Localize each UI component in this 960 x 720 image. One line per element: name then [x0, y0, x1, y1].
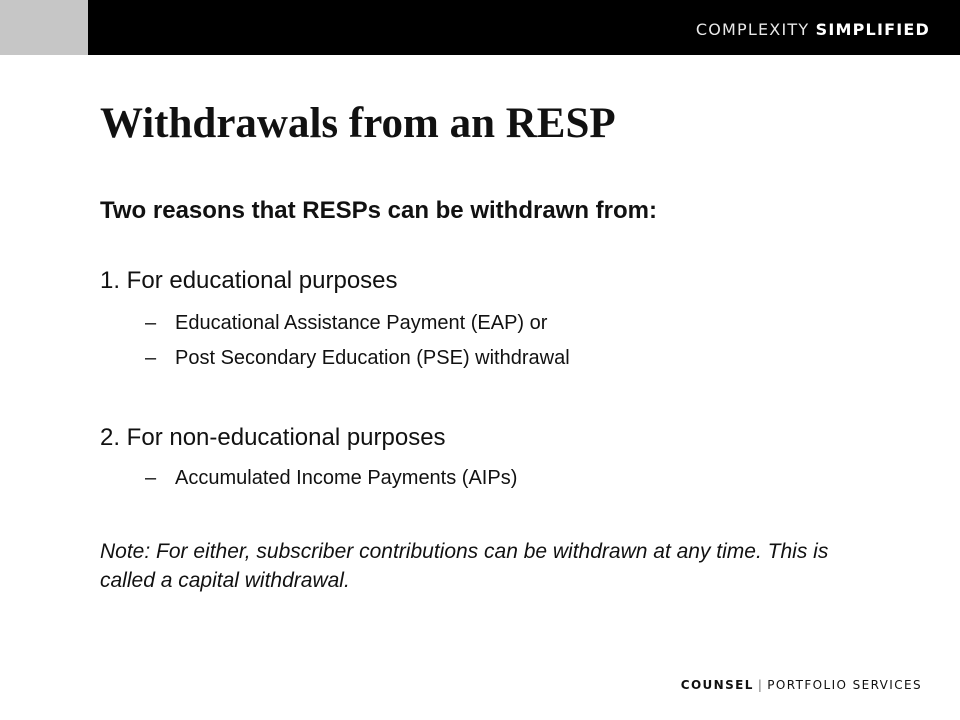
list-item — [145, 310, 547, 336]
header-tagline — [696, 20, 930, 40]
reason-non-educational: 2. For non-educational purposes — [100, 424, 446, 451]
list-item-text: Educational Assistance Payment (EAP) or — [175, 312, 548, 334]
reason-educational: 1. For educational purposes — [100, 267, 398, 294]
list-item — [145, 465, 517, 491]
tagline-simplified: SIMPLIFIED — [815, 20, 930, 39]
header-corner-block — [0, 0, 88, 55]
dash-bullet: – — [145, 467, 157, 489]
slide-note: Note: For either, subscriber contributions can be withdrawn at any time. This is called a capital withdrawal. — [100, 540, 829, 592]
footer-brand-portfolio: PORTFOLIO SERVICES — [767, 678, 922, 692]
footer-brand-counsel: COUNSEL — [680, 678, 754, 692]
dash-bullet: – — [145, 312, 157, 334]
slide-subtitle: Two reasons that RESPs can be withdrawn from: — [100, 197, 657, 224]
footer-brand-logo — [681, 677, 922, 693]
header-bar — [0, 0, 960, 55]
list-item-text: Post Secondary Education (PSE) withdrawal — [175, 347, 570, 369]
slide-title: Withdrawals from an RESP — [100, 100, 616, 147]
footer-brand-separator: | — [757, 678, 764, 692]
list-item — [145, 345, 570, 371]
dash-bullet: – — [145, 347, 157, 369]
list-item-text: Accumulated Income Payments (AIPs) — [175, 467, 518, 489]
tagline-complexity: COMPLEXITY — [695, 20, 810, 39]
